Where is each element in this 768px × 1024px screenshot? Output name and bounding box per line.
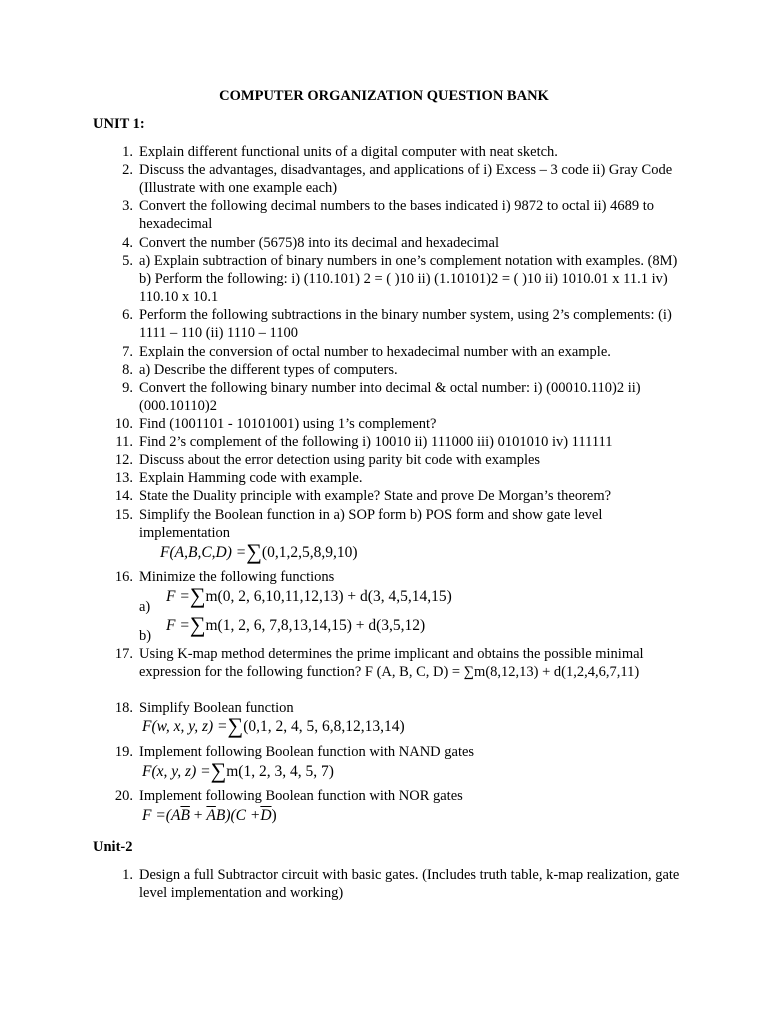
formula-20: $F =(A\overline{B} + \overline{A}B)(C +\overline{D})$ bbox=[142, 807, 277, 824]
formula-16b: F =∑m(1, 2, 6, 7,8,13,14,15) + d(3,5,12) bbox=[166, 612, 426, 637]
page-title: COMPUTER ORGANIZATION QUESTION BANK bbox=[219, 88, 549, 104]
formula-16a: F =∑m(0, 2, 6,10,11,12,13) + d(3, 4,5,14,15) bbox=[166, 583, 452, 608]
formula-16b-label: b) bbox=[139, 628, 152, 644]
formula-15: F(A,B,C,D) =∑(0,1,2,5,8,9,10) bbox=[160, 539, 358, 564]
unit2-heading: Unit-2 bbox=[93, 839, 133, 855]
document-page: COMPUTER ORGANIZATION QUESTION BANK UNIT 1: 1. Explain different functional units of a digital computer with neat sketch. 2. Discuss the advantages, disadvantages, and applications of i) Excess – 3 code ii) Gray Code (Illustrate with one example each) 3. Convert the following decimal numbers to the bases indicated i) 9872 to octal ii) 4689 to hexadecimal 4. Convert the number (5675)8 into its decimal and hexadecimal 5. a) Explain subtraction of binary numbers in one’s complement notation with examples. (8M) b) Perform the following: i) (110.101) 2 = ( )10 ii) (1.10101)2 = ( )10 ii) 1010.01 x 11.1 iv) 110.10 x 10.1 6. Perform the following subtractions in the binary number system, using 2’s complements: (i) 1111 – 110 (ii) 1110 – 1100 7. Explain the conversion of octal number to hexadecimal number with an example. 8. a) Describe the different types of computers. 9. Convert the following binary number into decimal & octal number: i) (00010.110)2 ii) (000.10110)2 10. Find (1001101 - 10101001) using 1’s complement? 11. Find 2’s complement of the following i) 10010 ii) 111000 iii) 0101010 iv) 111111 12. Discuss about the error detection using parity bit code with examples 13. Explain Hamming code with example. 14. State the Duality principle with example? State and prove De Morgan’s theorem? 15. Simplify the Boolean function in a) SOP form b) POS form and show gate level implementation F(A,B,C,D) =∑(0,1,2,5,8,9,10) 16. Minimize the following functions a) F =∑m(0, 2, 6,10,11,12,13) + d(3, 4,5,14,15) b) F =∑m(1, 2, 6, 7,8,13,14,15) + d(3,5,12) 17. Using K-map method determines the prime implicant and obtains the possible minimal expression for the following function? F (A, B, C, D) = ∑m(8,12,13) + d(1,2,4,6,7,11) 18. Simplify Boolean function F(w, x, y, z) =∑(0,1, 2, 4, 5, 6,8,12,13,14) 19. Implement following Boolean function with NAND gates F(x, y, z) =∑m(1, 2, 3, 4, 5, 7) 20. Implement following Boolean function with NOR gates $F =(A\overline{B} + \overline{A}B)(C +\overline{D})$ Unit-2 1. Design a full Subtractor circuit with basic gates. (Includes truth table, k-map realization, gate level implementation and working) bbox=[0, 0, 768, 1024]
unit1-heading: UNIT 1: bbox=[93, 116, 145, 132]
formula-19: F(x, y, z) =∑m(1, 2, 3, 4, 5, 7) bbox=[142, 758, 334, 783]
formula-16a-label: a) bbox=[139, 599, 151, 615]
formula-18: F(w, x, y, z) =∑(0,1, 2, 4, 5, 6,8,12,13,14) bbox=[142, 713, 405, 738]
